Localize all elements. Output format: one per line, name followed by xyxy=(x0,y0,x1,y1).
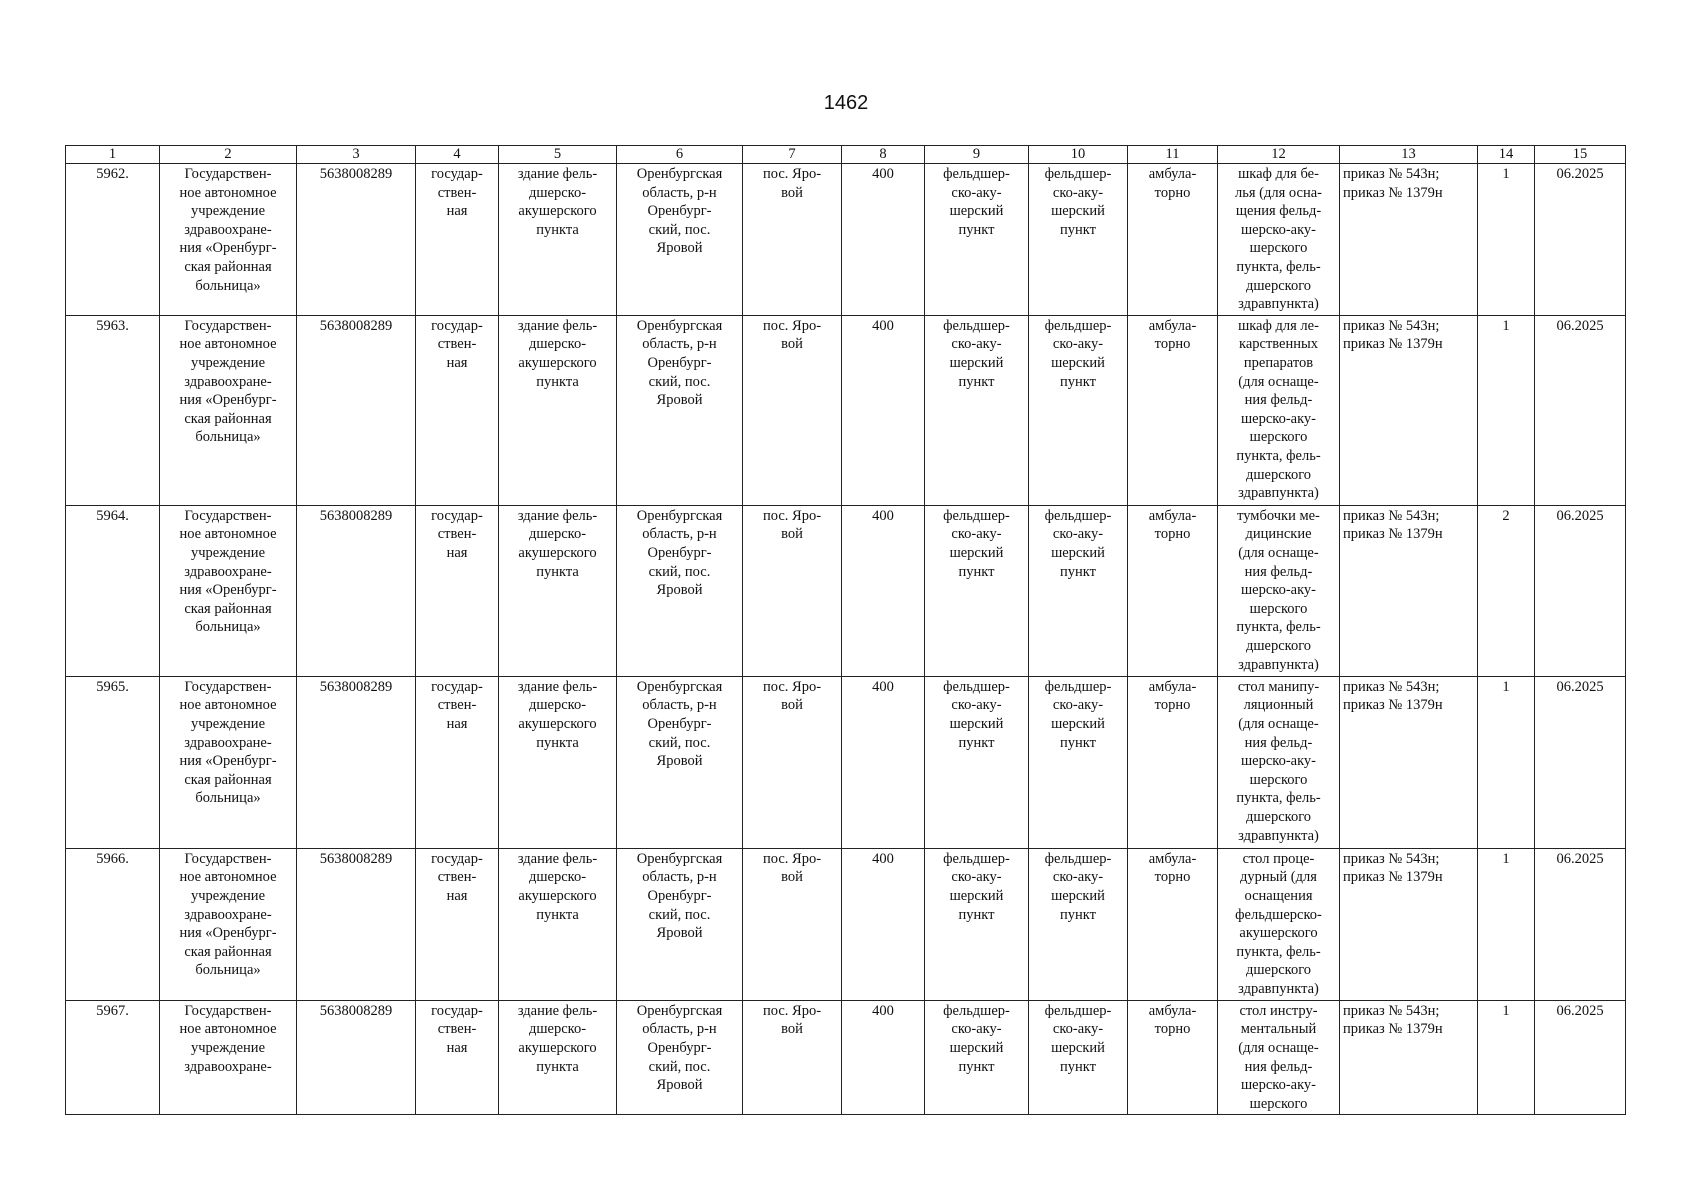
row-number: 5966. xyxy=(66,848,160,1000)
locality-cell: пос. Яро- вой xyxy=(743,505,842,676)
ownership-cell: государ- ствен- ная xyxy=(416,676,499,848)
equipment-cell: шкаф для бе- лья (для осна- щения фельд- шерско-аку- шерского пункта, фель- дшерского здравпункта) xyxy=(1218,164,1340,316)
facility-subtype-cell: фельдшер- ско-аку- шерский пункт xyxy=(1029,315,1128,505)
order-cell: приказ № 543н; приказ № 1379н xyxy=(1340,676,1478,848)
order-cell: приказ № 543н; приказ № 1379н xyxy=(1340,505,1478,676)
quantity-cell: 2 xyxy=(1478,505,1535,676)
ownership-cell: государ- ствен- ная xyxy=(416,848,499,1000)
col-header: 4 xyxy=(416,146,499,164)
column-number-row xyxy=(66,146,1626,164)
population-cell: 400 xyxy=(842,1000,925,1115)
facility-type-cell: фельдшер- ско-аку- шерский пункт xyxy=(925,505,1029,676)
care-form-cell: амбула- торно xyxy=(1128,676,1218,848)
care-form-cell: амбула- торно xyxy=(1128,848,1218,1000)
equipment-cell: тумбочки ме- дицинские (для оснаще- ния фельд- шерско-аку- шерского пункта, фель- дшерского здравпункта) xyxy=(1218,505,1340,676)
inn-cell: 5638008289 xyxy=(297,505,416,676)
quantity-cell: 1 xyxy=(1478,676,1535,848)
facility-type-cell: фельдшер- ско-аку- шерский пункт xyxy=(925,848,1029,1000)
building-cell: здание фель- дшерско- акушерского пункта xyxy=(499,1000,617,1115)
date-cell: 06.2025 xyxy=(1535,676,1626,848)
population-cell: 400 xyxy=(842,848,925,1000)
order-cell: приказ № 543н; приказ № 1379н xyxy=(1340,848,1478,1000)
organization-cell: Государствен- ное автономное учреждение здравоохране- ния «Оренбург- ская районная больница» xyxy=(160,848,297,1000)
equipment-cell: шкаф для ле- карственных препаратов (для оснаще- ния фельд- шерско-аку- шерского пункта, фель- дшерского здравпункта) xyxy=(1218,315,1340,505)
table-row xyxy=(66,505,1626,676)
page-number: 1462 xyxy=(823,92,869,114)
col-header: 11 xyxy=(1128,146,1218,164)
ownership-cell: государ- ствен- ная xyxy=(416,1000,499,1115)
table-row xyxy=(66,848,1626,1000)
organization-cell: Государствен- ное автономное учреждение здравоохране- ния «Оренбург- ская районная больница» xyxy=(160,164,297,316)
ownership-cell: государ- ствен- ная xyxy=(416,505,499,676)
care-form-cell: амбула- торно xyxy=(1128,164,1218,316)
order-cell: приказ № 543н; приказ № 1379н xyxy=(1340,315,1478,505)
building-cell: здание фель- дшерско- акушерского пункта xyxy=(499,505,617,676)
date-cell: 06.2025 xyxy=(1535,1000,1626,1115)
facility-subtype-cell: фельдшер- ско-аку- шерский пункт xyxy=(1029,505,1128,676)
date-cell: 06.2025 xyxy=(1535,505,1626,676)
inn-cell: 5638008289 xyxy=(297,315,416,505)
care-form-cell: амбула- торно xyxy=(1128,315,1218,505)
col-header: 14 xyxy=(1478,146,1535,164)
inn-cell: 5638008289 xyxy=(297,848,416,1000)
quantity-cell: 1 xyxy=(1478,315,1535,505)
locality-cell: пос. Яро- вой xyxy=(743,164,842,316)
quantity-cell: 1 xyxy=(1478,848,1535,1000)
row-number: 5967. xyxy=(66,1000,160,1115)
row-number: 5964. xyxy=(66,505,160,676)
address-cell: Оренбургская область, р-н Оренбург- ский, пос. Яровой xyxy=(617,676,743,848)
care-form-cell: амбула- торно xyxy=(1128,1000,1218,1115)
locality-cell: пос. Яро- вой xyxy=(743,315,842,505)
inn-cell: 5638008289 xyxy=(297,1000,416,1115)
col-header: 12 xyxy=(1218,146,1340,164)
row-number: 5962. xyxy=(66,164,160,316)
quantity-cell: 1 xyxy=(1478,164,1535,316)
address-cell: Оренбургская область, р-н Оренбург- ский, пос. Яровой xyxy=(617,315,743,505)
equipment-cell: стол инстру- ментальный (для оснаще- ния фельд- шерско-аку- шерского xyxy=(1218,1000,1340,1115)
col-header: 2 xyxy=(160,146,297,164)
row-number: 5963. xyxy=(66,315,160,505)
facility-type-cell: фельдшер- ско-аку- шерский пункт xyxy=(925,676,1029,848)
col-header: 10 xyxy=(1029,146,1128,164)
quantity-cell: 1 xyxy=(1478,1000,1535,1115)
col-header: 1 xyxy=(66,146,160,164)
date-cell: 06.2025 xyxy=(1535,315,1626,505)
date-cell: 06.2025 xyxy=(1535,164,1626,316)
ownership-cell: государ- ствен- ная xyxy=(416,315,499,505)
locality-cell: пос. Яро- вой xyxy=(743,1000,842,1115)
locality-cell: пос. Яро- вой xyxy=(743,676,842,848)
facility-subtype-cell: фельдшер- ско-аку- шерский пункт xyxy=(1029,164,1128,316)
locality-cell: пос. Яро- вой xyxy=(743,848,842,1000)
inn-cell: 5638008289 xyxy=(297,676,416,848)
organization-cell: Государствен- ное автономное учреждение здравоохране- xyxy=(160,1000,297,1115)
date-cell: 06.2025 xyxy=(1535,848,1626,1000)
facility-type-cell: фельдшер- ско-аку- шерский пункт xyxy=(925,164,1029,316)
equipment-cell: стол проце- дурный (для оснащения фельдшерско- акушерского пункта, фель- дшерского здравпункта) xyxy=(1218,848,1340,1000)
building-cell: здание фель- дшерско- акушерского пункта xyxy=(499,164,617,316)
col-header: 13 xyxy=(1340,146,1478,164)
table-row xyxy=(66,1000,1626,1115)
table-row xyxy=(66,676,1626,848)
table-row xyxy=(66,164,1626,316)
col-header: 8 xyxy=(842,146,925,164)
population-cell: 400 xyxy=(842,676,925,848)
population-cell: 400 xyxy=(842,315,925,505)
building-cell: здание фель- дшерско- акушерского пункта xyxy=(499,676,617,848)
building-cell: здание фель- дшерско- акушерского пункта xyxy=(499,315,617,505)
inn-cell: 5638008289 xyxy=(297,164,416,316)
col-header: 15 xyxy=(1535,146,1626,164)
building-cell: здание фель- дшерско- акушерского пункта xyxy=(499,848,617,1000)
population-cell: 400 xyxy=(842,505,925,676)
address-cell: Оренбургская область, р-н Оренбург- ский, пос. Яровой xyxy=(617,848,743,1000)
col-header: 6 xyxy=(617,146,743,164)
care-form-cell: амбула- торно xyxy=(1128,505,1218,676)
facility-type-cell: фельдшер- ско-аку- шерский пункт xyxy=(925,1000,1029,1115)
address-cell: Оренбургская область, р-н Оренбург- ский, пос. Яровой xyxy=(617,1000,743,1115)
facility-type-cell: фельдшер- ско-аку- шерский пункт xyxy=(925,315,1029,505)
equipment-cell: стол манипу- ляционный (для оснаще- ния фельд- шерско-аку- шерского пункта, фель- дшерского здравпункта) xyxy=(1218,676,1340,848)
organization-cell: Государствен- ное автономное учреждение здравоохране- ния «Оренбург- ская районная больница» xyxy=(160,676,297,848)
facility-subtype-cell: фельдшер- ско-аку- шерский пункт xyxy=(1029,676,1128,848)
organization-cell: Государствен- ное автономное учреждение здравоохране- ния «Оренбург- ская районная больница» xyxy=(160,505,297,676)
col-header: 7 xyxy=(743,146,842,164)
col-header: 3 xyxy=(297,146,416,164)
address-cell: Оренбургская область, р-н Оренбург- ский, пос. Яровой xyxy=(617,505,743,676)
equipment-table xyxy=(65,145,1626,1115)
population-cell: 400 xyxy=(842,164,925,316)
address-cell: Оренбургская область, р-н Оренбург- ский, пос. Яровой xyxy=(617,164,743,316)
organization-cell: Государствен- ное автономное учреждение здравоохране- ния «Оренбург- ская районная больница» xyxy=(160,315,297,505)
order-cell: приказ № 543н; приказ № 1379н xyxy=(1340,1000,1478,1115)
ownership-cell: государ- ствен- ная xyxy=(416,164,499,316)
row-number: 5965. xyxy=(66,676,160,848)
col-header: 5 xyxy=(499,146,617,164)
facility-subtype-cell: фельдшер- ско-аку- шерский пункт xyxy=(1029,848,1128,1000)
facility-subtype-cell: фельдшер- ско-аку- шерский пункт xyxy=(1029,1000,1128,1115)
order-cell: приказ № 543н; приказ № 1379н xyxy=(1340,164,1478,316)
col-header: 9 xyxy=(925,146,1029,164)
table-row xyxy=(66,315,1626,505)
